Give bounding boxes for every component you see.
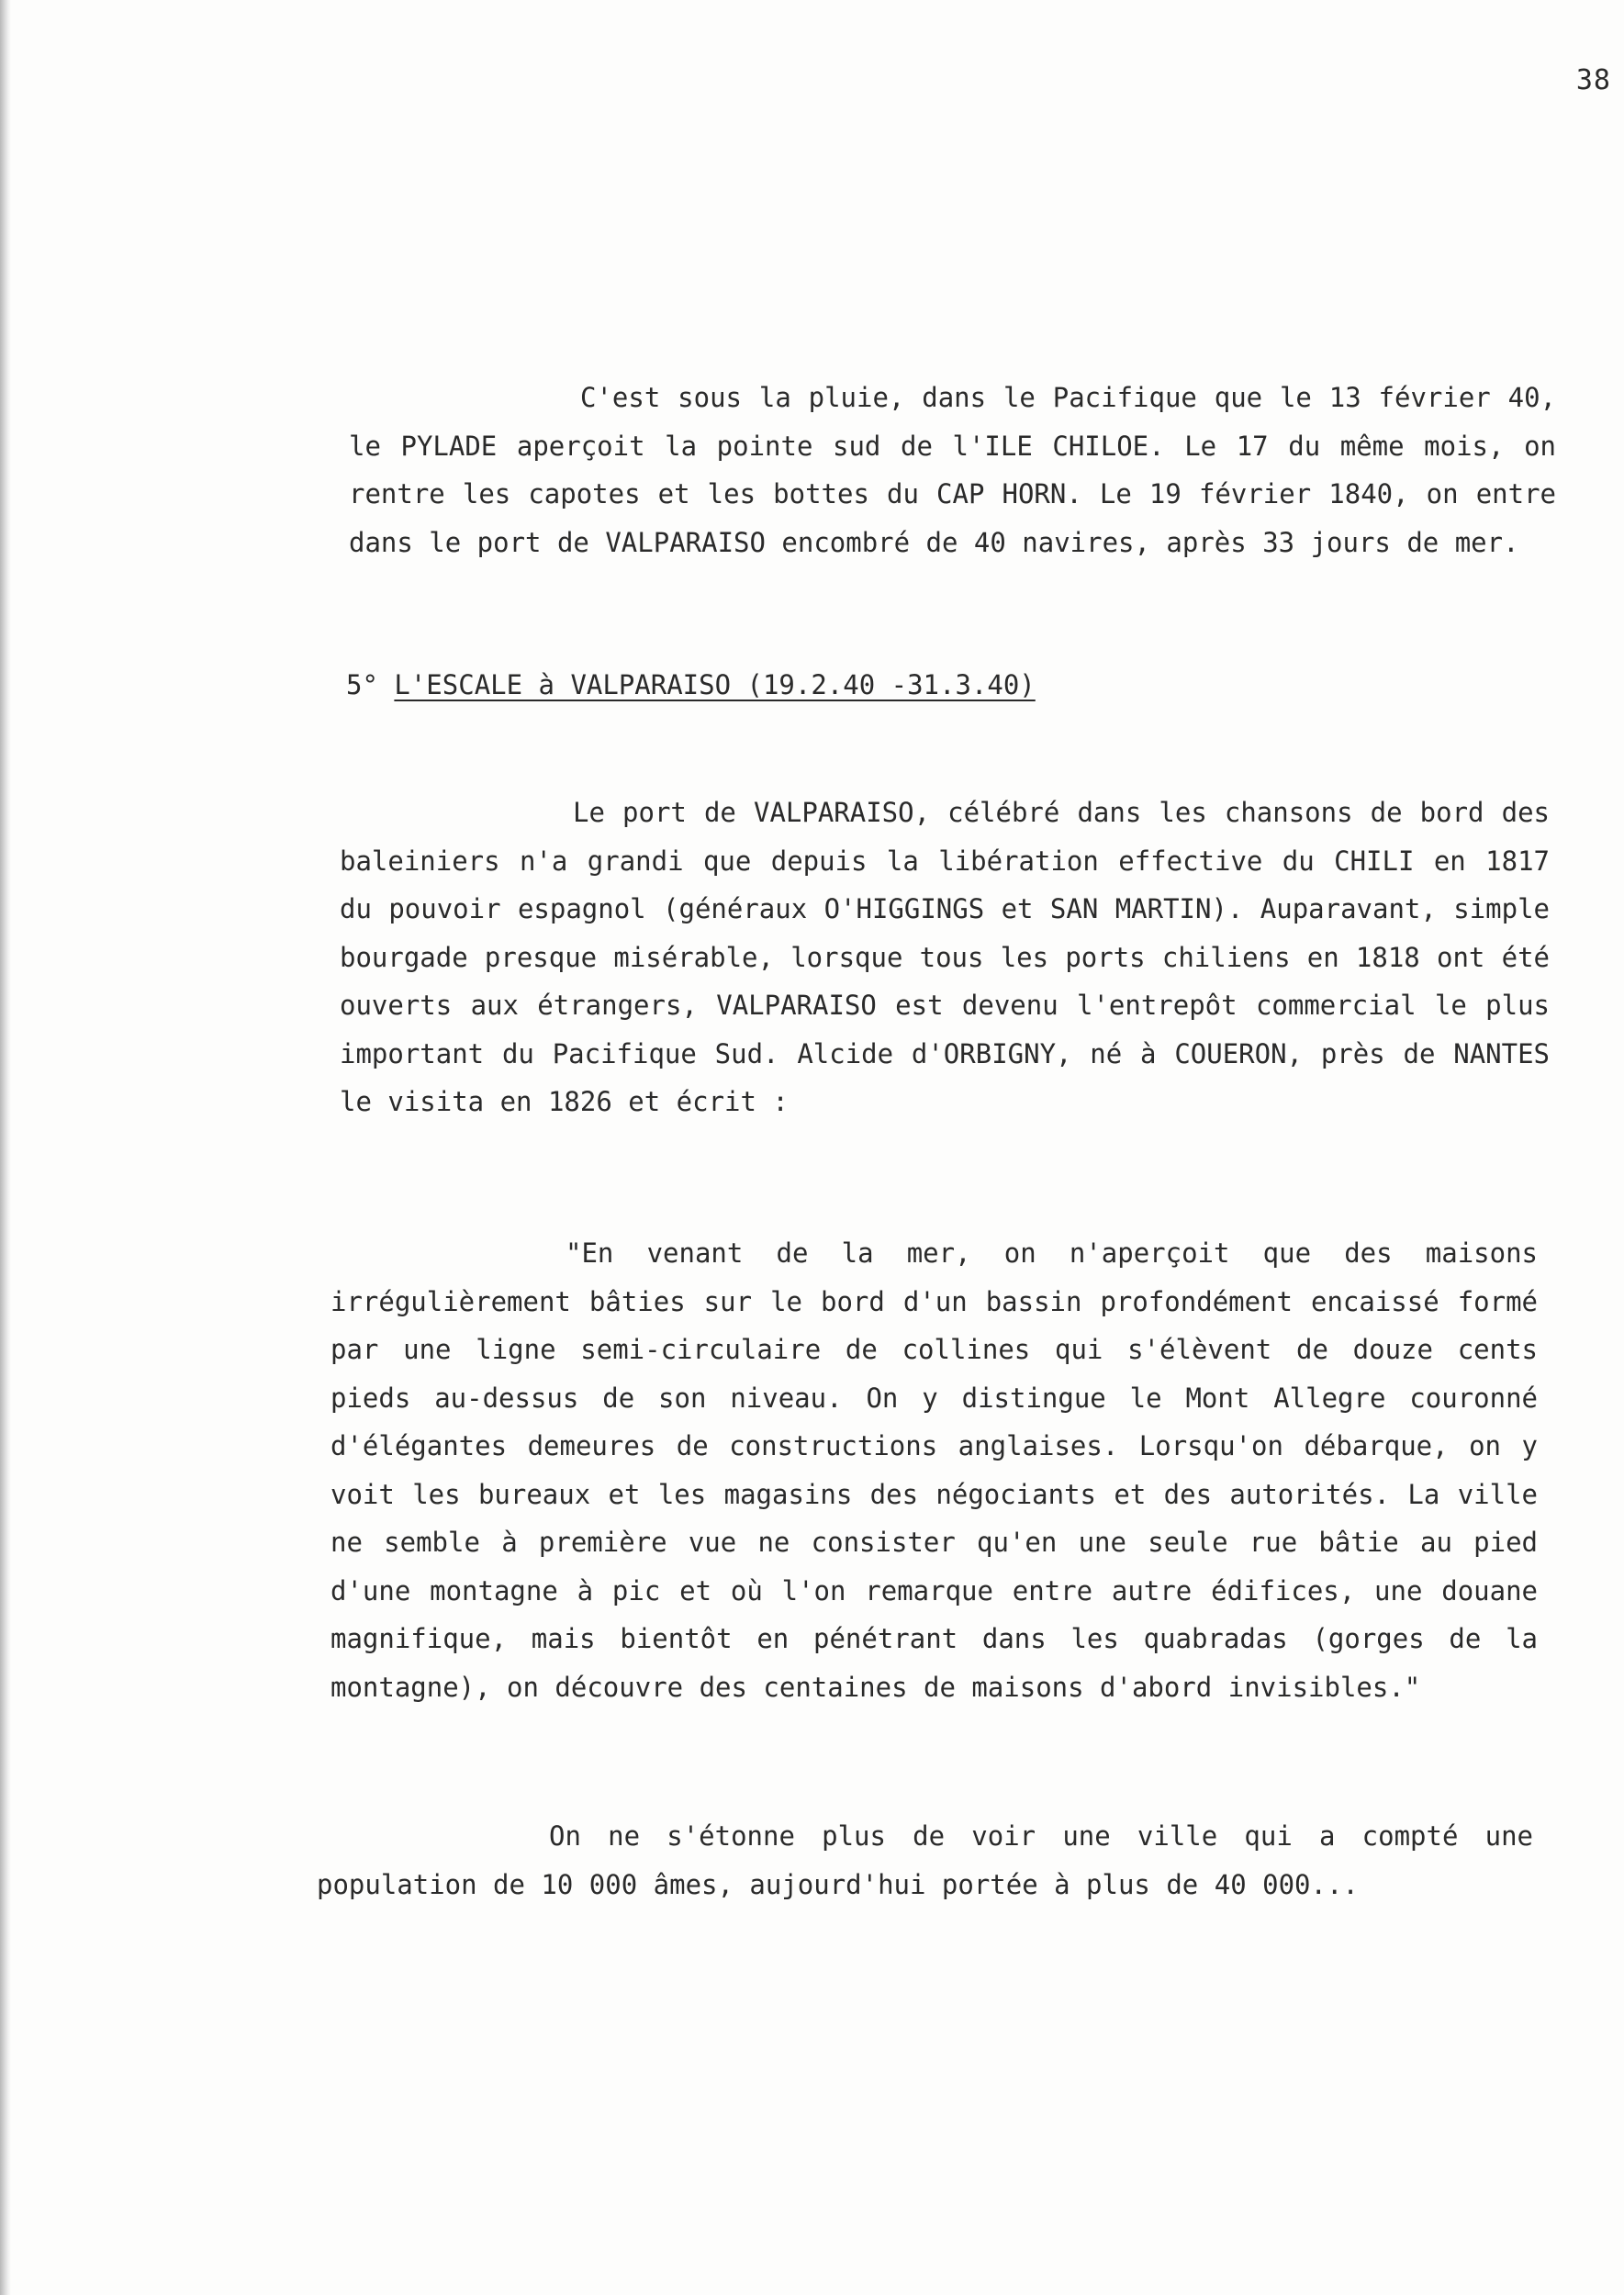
section-heading: [346, 661, 1036, 709]
section-number: 5°: [346, 669, 378, 700]
page-number: 38: [1575, 64, 1611, 96]
binding-edge: [0, 0, 11, 2295]
paragraph-population: On ne s'étonne plus de voir une ville qui a compté une population de 10 000 âmes, aujourd'hui portée à plus de 40 000...: [317, 1820, 1533, 1900]
paragraph-arrival-valparaiso: C'est sous la pluie, dans le Pacifique que le 13 février 40, le PYLADE aperçoit la pointe sud de l'ILE CHILOE. Le 17 du même mois, on rentre les capotes et les bottes du CAP HORN. Le 19 février 1840, on entre dans le port de VALPARAISO encombré de 40 navires, après 33 jours de mer.: [349, 382, 1556, 558]
section-title: L'ESCALE à VALPARAISO (19.2.40 -31.3.40): [394, 669, 1036, 700]
quotation-dorbigny: "En venant de la mer, on n'aperçoit que des maisons irrégulièrement bâties sur le bord d'un bassin profondément encaissé formé par une ligne semi-circulaire de collines qui s'élèvent de douze cents pieds au-dessus de son niveau. On y distingue le Mont Allegre couronné d'élégantes demeures de constructions anglaises. Lorsqu'on débarque, on y voit les bureaux et les magasins des négociants et des autorités. La ville ne semble à première vue ne consister qu'en une seule rue bâtie au pied d'une montagne à pic et où l'on remarque entre autre édifices, une douane magnifique, mais bientôt en pénétrant dans les quabradas (gorges de la montagne), on découvre des centaines de maisons d'abord invisibles.": [330, 1237, 1538, 1703]
paragraph-port-history: Le port de VALPARAISO, célébré dans les chansons de bord des baleiniers n'a grandi que depuis la libération effective du CHILI en 1817 du pouvoir espagnol (généraux O'HIGGINGS et SAN MARTIN). Auparavant, simple bourgade presque misérable, lorsque tous les ports chiliens en 1818 ont été ouverts aux étrangers, VALPARAISO est devenu l'entrepôt commercial le plus important du Pacifique Sud. Alcide d'ORBIGNY, né à COUERON, près de NANTES le visita en 1826 et écrit :: [340, 797, 1550, 1117]
